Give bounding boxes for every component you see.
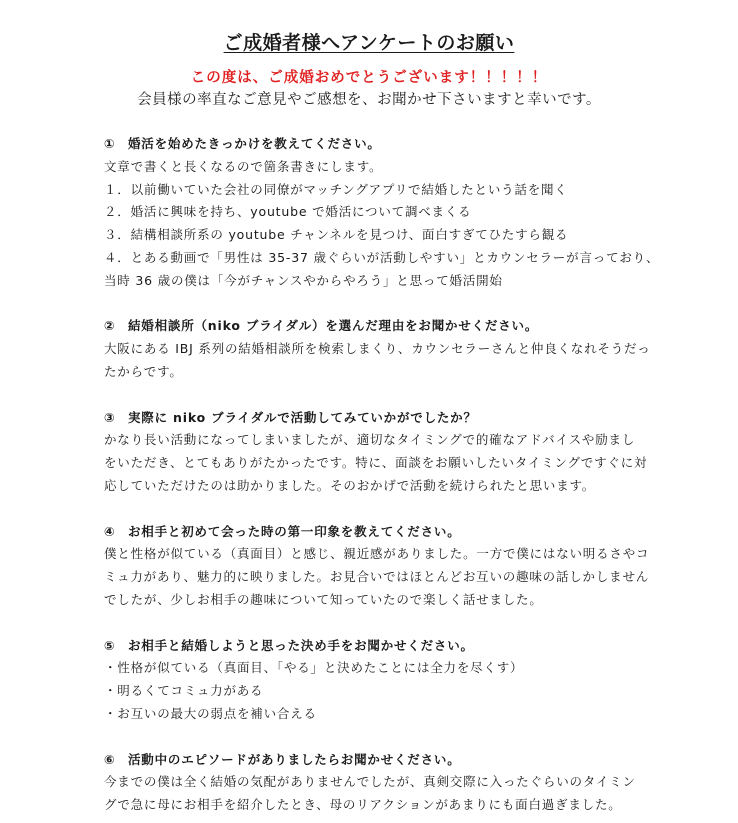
question-section-1 xyxy=(104,133,660,293)
page-title: ご成婚者様へアンケートのお願い xyxy=(223,32,515,54)
answer-line: かなり長い活動になってしまいましたが、適切なタイミングで的確なアドバイスや励まし xyxy=(104,432,636,448)
question-heading xyxy=(104,635,644,658)
question-heading xyxy=(104,315,644,338)
question-text: お相手と初めて会った時の第一印象を教えてください。 xyxy=(128,523,461,539)
answer-line: １．以前働いていた会社の同僚がマッチングアプリで結婚したという話を聞く xyxy=(104,181,568,197)
survey-content xyxy=(104,133,660,817)
intro-text: 会員様の率直なご意見やご感想を、お聞かせ下さいますと幸いです。 xyxy=(137,92,601,108)
answer-line: ３．結構相談所系の youtube チャンネルを見つけ、面白すぎてひたすら観る xyxy=(104,227,569,243)
question-section-3 xyxy=(104,407,648,498)
question-text: 結婚相談所（niko ブライダル）を選んだ理由をお聞かせください。 xyxy=(128,318,539,334)
question-section-6 xyxy=(104,749,644,817)
answer-line: ４．とある動画で「男性は 35-37 歳ぐらいが活動しやすい」とカウンセラーが言っており、 xyxy=(104,249,660,265)
question-number: ① xyxy=(104,136,116,151)
question-heading xyxy=(104,521,644,544)
question-text: 婚活を始めたきっかけを教えてください。 xyxy=(128,136,381,151)
question-number: ③ xyxy=(104,409,116,425)
question-heading xyxy=(104,749,644,772)
answer-line: 大阪にある IBJ 系列の結婚相談所を検索しまくり、カウンセラーさんと仲良くなれそうだっ xyxy=(104,341,651,357)
answer-line: グで急に母にお相手を紹介したとき、母のリアクションがあまりにも面白過ぎました。 xyxy=(104,797,622,813)
answer-line: 僕と性格が似ている（真面目）と感じ、親近感がありました。一方で僕にはない明るさやコ xyxy=(104,546,650,562)
answer-line: 当時 36 歳の僕は「今がチャンスやからやろう」と思って婚活開始 xyxy=(104,272,503,288)
answer-line: 今までの僕は全く結婚の気配がありませんでしたが、真剣交際に入ったぐらいのタイミン xyxy=(104,774,636,790)
answer-line: ・お互いの最大の弱点を補い合える xyxy=(104,705,317,721)
question-number: ④ xyxy=(104,523,116,539)
congratulations-message: この度は、ご成婚おめでとうございます！！！！！ xyxy=(190,70,548,86)
answer-line: ・明るくてコミュ力がある xyxy=(104,683,264,699)
question-heading xyxy=(104,133,644,156)
question-heading xyxy=(104,407,644,430)
answer-line: たからです。 xyxy=(104,363,183,379)
answer-line: ・性格が似ている（真面目、「やる」と決めたことには全力を尽くす） xyxy=(104,660,524,676)
question-number: ⑤ xyxy=(104,637,116,653)
question-number: ⑥ xyxy=(104,751,116,767)
question-text: 実際に niko ブライダルで活動してみていかがでしたか？ xyxy=(128,409,477,425)
answer-line: ２．婚活に興味を持ち、youtube で婚活について調べまくる xyxy=(104,204,472,220)
question-text: お相手と結婚しようと思った決め手をお聞かせください。 xyxy=(128,637,474,653)
question-section-4 xyxy=(104,521,650,612)
answer-line: 文章で書くと長くなるので箇条書きにします。 xyxy=(104,158,383,174)
question-section-2 xyxy=(104,315,651,383)
answer-line: 応していただけたのは助かりました。そのおかげで活動を続けられたと思います。 xyxy=(104,477,596,493)
answer-line: でしたが、少しお相手の趣味について知っていたので楽しく話せました。 xyxy=(104,591,543,607)
answer-line: をいただき、とてもありがたかったです。特に、面談をお願いしたいタイミングですぐに対 xyxy=(104,455,648,471)
question-text: 活動中のエピソードがありましたらお聞かせください。 xyxy=(128,751,461,767)
answer-line: ミュ力があり、魅力的に映りました。お見合いではほとんどお互いの趣味の話しかしません xyxy=(104,569,650,585)
question-number: ② xyxy=(104,318,116,334)
question-section-5 xyxy=(104,635,644,726)
